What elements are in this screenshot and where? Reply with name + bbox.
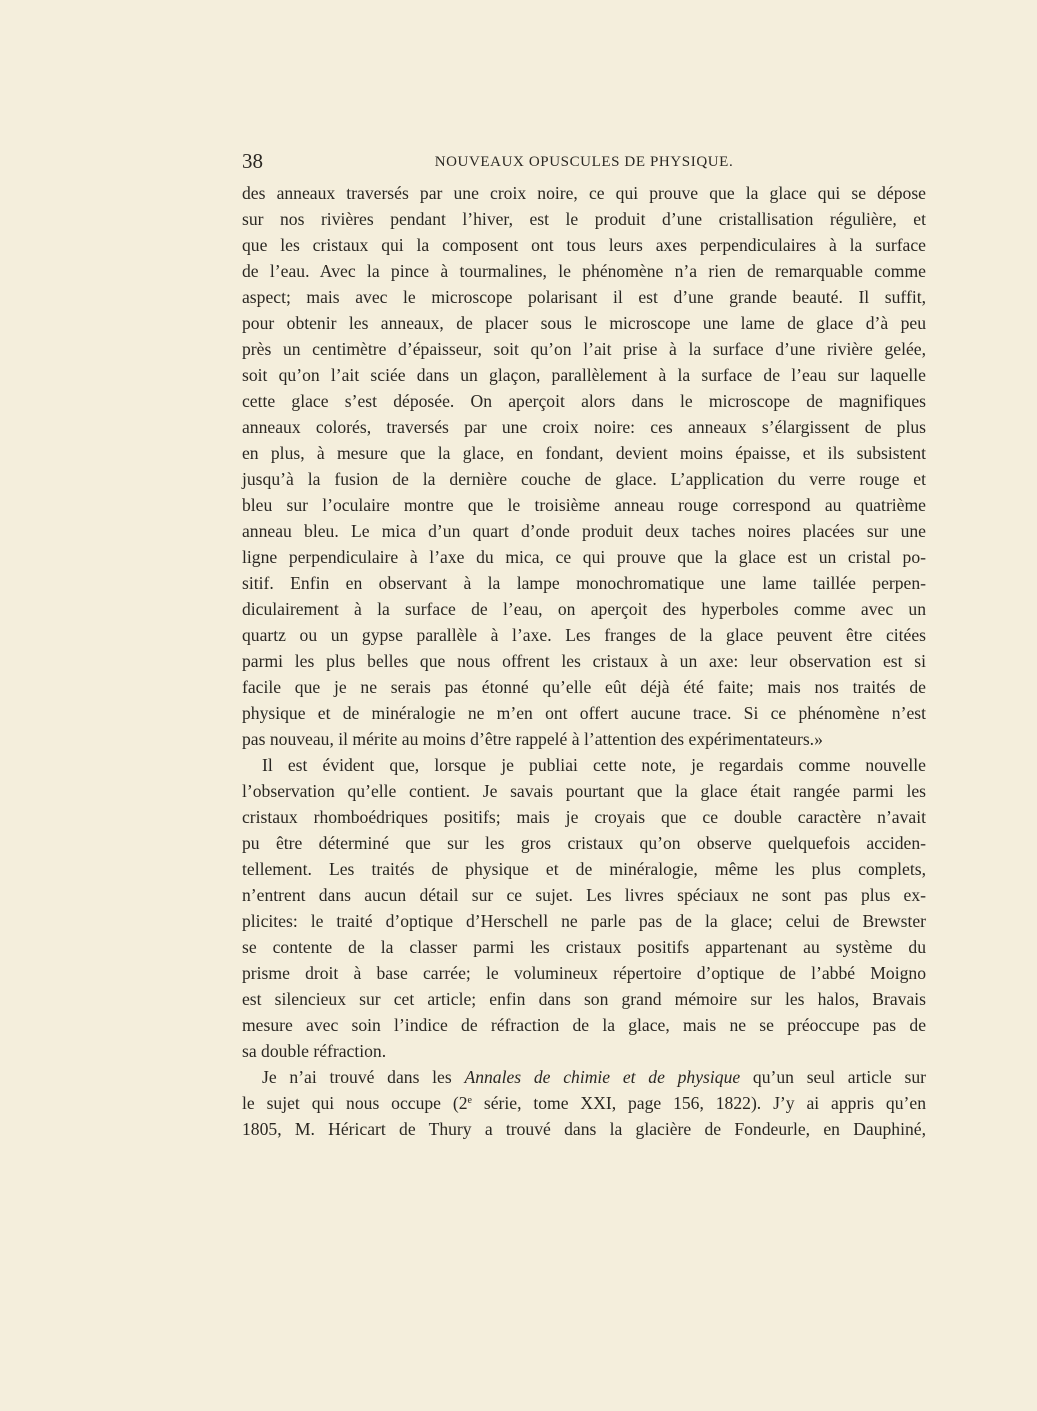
text-line: physique et de minéralogie ne m’en ont offert aucune trace. Si ce phénomène n’est <box>242 703 926 723</box>
text-line: anneau bleu. Le mica d’un quart d’onde produit deux taches noires placées sur une <box>242 521 926 541</box>
text-line: que les cristaux qui la composent ont tous leurs axes perpendiculaires à la surface <box>242 235 926 255</box>
body-text <box>242 180 926 1142</box>
text-line: de l’eau. Avec la pince à tourmalines, le phénomène n’a rien de remarquable comme <box>242 261 926 281</box>
text-line: soit qu’on l’ait sciée dans un glaçon, parallèlement à la surface de l’eau sur laquelle <box>242 365 926 385</box>
text-line: cristaux rhomboédriques positifs; mais je croyais que ce double caractère n’avait <box>242 807 926 827</box>
page-number: 38 <box>242 149 263 173</box>
text-line: prisme droit à base carrée; le volumineux répertoire d’optique de l’abbé Moigno <box>242 963 926 983</box>
text-line: bleu sur l’oculaire montre que le troisième anneau rouge correspond au quatrième <box>242 495 926 515</box>
text-line: sa double réfraction. <box>242 1041 387 1061</box>
text-line: est silencieux sur cet article; enfin dans son grand mémoire sur les halos, Bravais <box>242 989 926 1009</box>
text-run: série, tome XXI, page 156, 1822). J’y ai appris qu’en <box>472 1093 926 1113</box>
text-line: se contente de la classer parmi les cristaux positifs appartenant au système du <box>242 937 926 957</box>
text-line: n’entrent dans aucun détail sur ce sujet. Les livres spéciaux ne sont pas plus ex- <box>242 885 926 905</box>
text-line <box>242 1090 926 1116</box>
text-line: tellement. Les traités de physique et de minéralogie, même les plus complets, <box>242 859 926 879</box>
text-line: 1805, M. Héricart de Thury a trouvé dans la glacière de Fondeurle, en Dauphiné, <box>242 1119 926 1139</box>
text-line: en plus, à mesure que la glace, en fondant, devient moins épaisse, et ils subsistent <box>242 443 926 463</box>
text-line: diculairement à la surface de l’eau, on aperçoit des hyperboles comme avec un <box>242 599 926 619</box>
text-line: sur nos rivières pendant l’hiver, est le produit d’une cristallisation régulière, et <box>242 209 926 229</box>
paragraph-1 <box>242 180 926 752</box>
text-run: le sujet qui nous occupe (2 <box>242 1093 468 1113</box>
text-line: anneaux colorés, traversés par une croix noire: ces anneaux s’élargissent de plus <box>242 417 926 437</box>
paragraph-3 <box>242 1064 926 1142</box>
text-line: jusqu’à la fusion de la dernière couche de glace. L’application du verre rouge et <box>242 469 926 489</box>
text-line: quartz ou un gypse parallèle à l’axe. Les franges de la glace peuvent être citées <box>242 625 926 645</box>
text-line: ligne perpendiculaire à l’axe du mica, ce qui prouve que la glace est un cristal po- <box>242 547 926 567</box>
text-line: cette glace s’est déposée. On aperçoit alors dans le microscope de magnifiques <box>242 391 926 411</box>
text-line: Il est évident que, lorsque je publiai cette note, je regardais comme nouvelle <box>262 755 926 775</box>
text-line <box>242 1064 926 1090</box>
text-line: pu être déterminé que sur les gros cristaux qu’on observe quelquefois acciden- <box>242 833 926 853</box>
text-line: l’observation qu’elle contient. Je savais pourtant que la glace était rangée parmi les <box>242 781 926 801</box>
text-line: sitif. Enfin en observant à la lampe monochromatique une lame taillée perpen- <box>242 573 926 593</box>
text-line: plicites: le traité d’optique d’Herschell ne parle pas de la glace; celui de Brewster <box>242 911 926 931</box>
text-line: pour obtenir les anneaux, de placer sous le microscope une lame de glace d’à peu <box>242 313 926 333</box>
page-header <box>242 148 926 174</box>
journal-title-italic: Annales de chimie et de physique <box>464 1067 741 1087</box>
text-run: qu’un seul article sur <box>740 1067 926 1087</box>
text-line: aspect; mais avec le microscope polarisant il est d’une grande beauté. Il suffit, <box>242 287 926 307</box>
text-line: facile que je ne serais pas étonné qu’elle eût déjà été faite; mais nos traités de <box>242 677 926 697</box>
running-title: NOUVEAUX OPUSCULES DE PHYSIQUE. <box>434 154 734 170</box>
text-line: des anneaux traversés par une croix noire, ce qui prouve que la glace qui se dépose <box>242 183 926 203</box>
paragraph-2 <box>242 752 926 1064</box>
text-run: Je n’ai trouvé dans les <box>262 1067 465 1087</box>
text-line: mesure avec soin l’indice de réfraction de la glace, mais ne se préoccupe pas de <box>242 1015 926 1035</box>
superscript: e <box>467 1095 472 1106</box>
text-line: parmi les plus belles que nous offrent les cristaux à un axe: leur observation est si <box>242 651 926 671</box>
text-line: pas nouveau, il mérite au moins d’être rappelé à l’attention des expérimentateurs.» <box>242 729 823 749</box>
text-line: près un centimètre d’épaisseur, soit qu’on l’ait prise à la surface d’une rivière gelée, <box>242 339 926 359</box>
